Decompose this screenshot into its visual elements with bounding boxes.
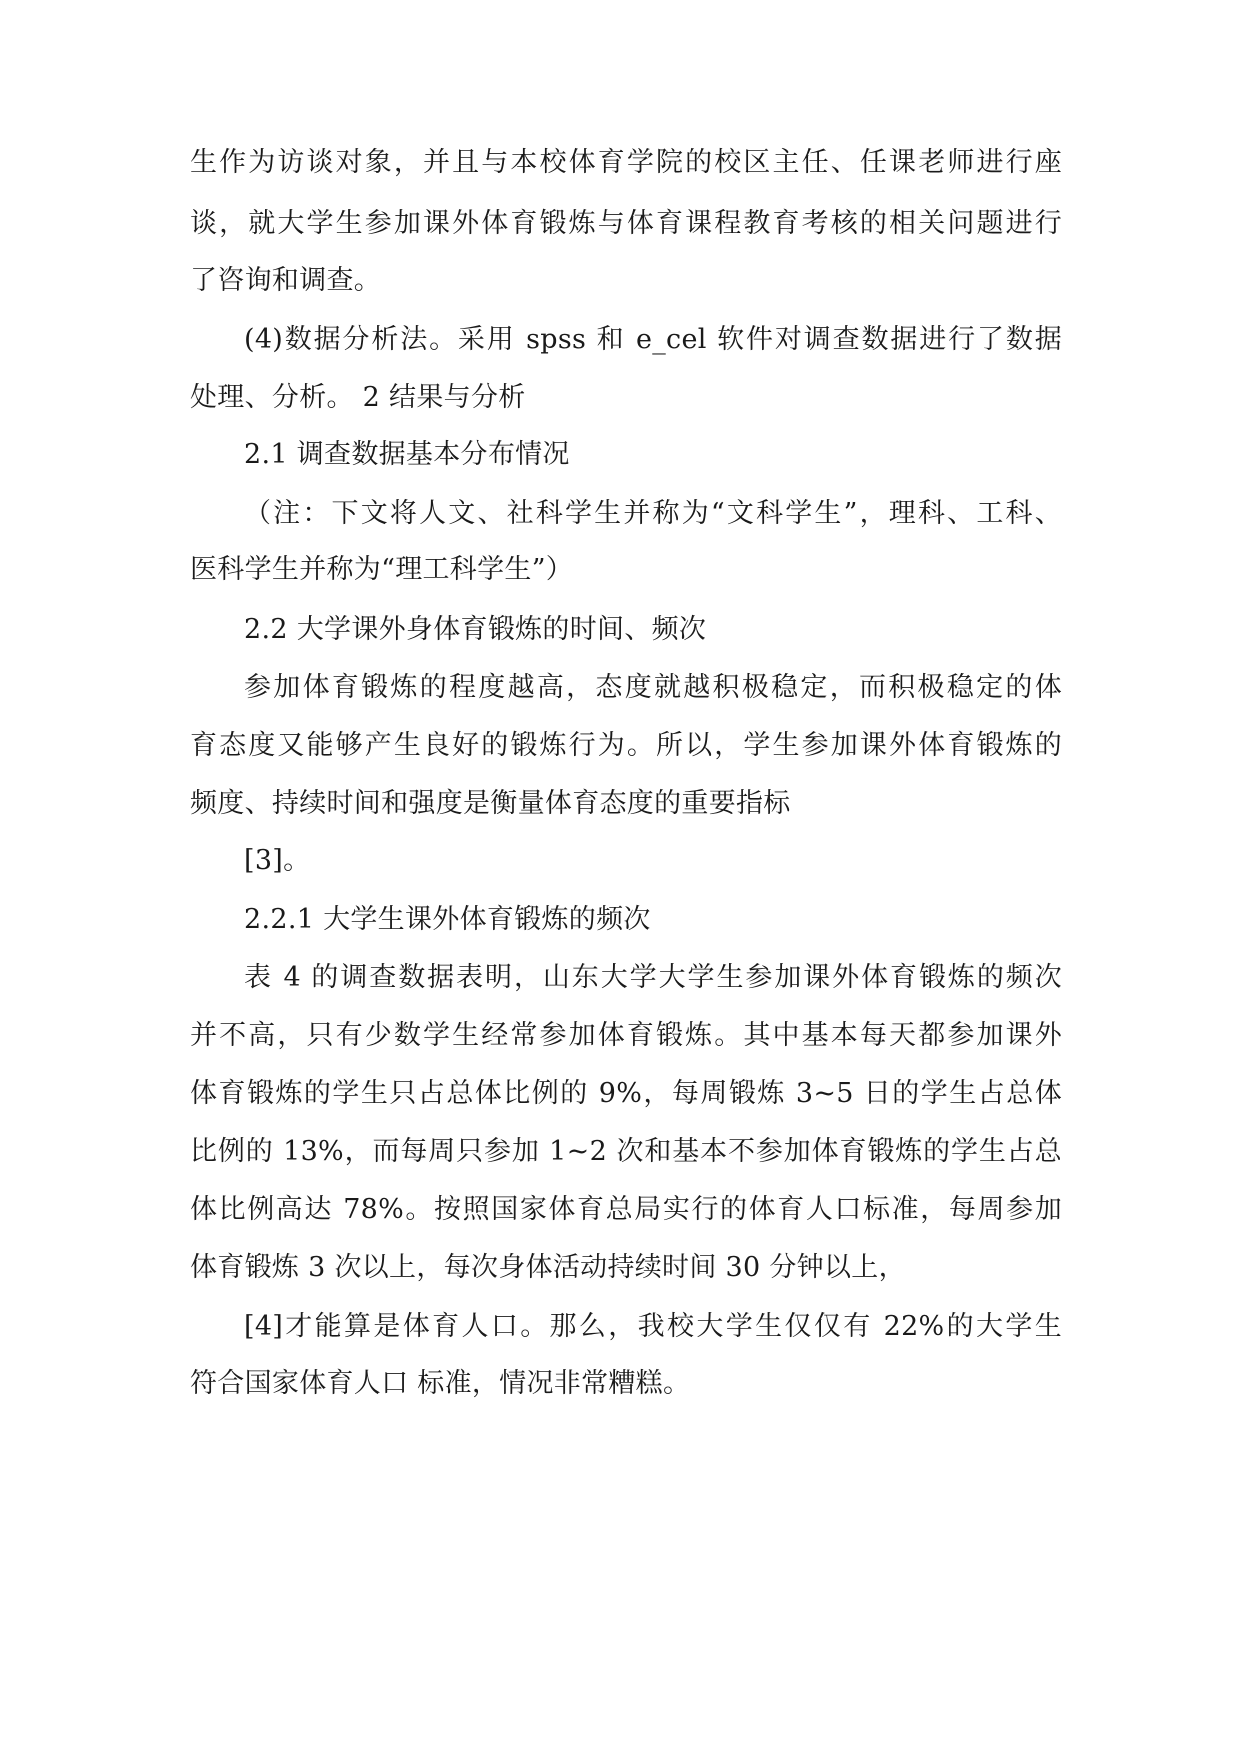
text-line: 表 4 的调查数据表明，山东大学大学生参加课外体育锻炼的频次 [244, 962, 1062, 993]
text-line: 参加体育锻炼的程度越高，态度就越积极稳定，而积极稳定的体 [244, 672, 1062, 703]
text-line: 育态度又能够产生良好的锻炼行为。所以，学生参加课外体育锻炼的 [190, 730, 1062, 761]
text-line: （注：下文将人文、社科学生并称为“文科学生”，理科、工科、 [244, 498, 1062, 529]
text-line: 频度、持续时间和强度是衡量体育态度的重要指标 [190, 788, 791, 819]
text-line: 谈，就大学生参加课外体育锻炼与体育课程教育考核的相关问题进行 [190, 208, 1062, 239]
text-line: 了咨询和调查。 [190, 265, 382, 296]
text-line: 生作为访谈对象，并且与本校体育学院的校区主任、任课老师进行座 [190, 147, 1062, 178]
text-line: 处理、分析。 2 结果与分析 [190, 382, 526, 413]
section-heading: 2.2 大学课外身体育锻炼的时间、频次 [244, 614, 707, 645]
citation: [3]。 [244, 845, 311, 876]
text-line: 符合国家体育人口 标准，情况非常糟糕。 [190, 1368, 691, 1399]
section-heading: 2.2.1 大学生课外体育锻炼的频次 [244, 904, 651, 935]
text-line: 体比例高达 78%。按照国家体育总局实行的体育人口标准，每周参加 [190, 1194, 1062, 1225]
text-line: 体育锻炼的学生只占总体比例的 9%，每周锻炼 3~5 日的学生占总体 [190, 1078, 1062, 1109]
text-line: 医科学生并称为“理工科学生”） [190, 554, 574, 585]
text-line: 并不高，只有少数学生经常参加体育锻炼。其中基本每天都参加课外 [190, 1020, 1062, 1051]
text-line: [4]才能算是体育人口。那么，我校大学生仅仅有 22%的大学生 [244, 1311, 1062, 1342]
text-line: 比例的 13%，而每周只参加 1~2 次和基本不参加体育锻炼的学生占总 [190, 1136, 1062, 1167]
section-heading: 2.1 调查数据基本分布情况 [244, 439, 570, 470]
text-line: (4)数据分析法。采用 spss 和 e_cel 软件对调查数据进行了数据 [244, 324, 1062, 355]
text-line: 体育锻炼 3 次以上，每次身体活动持续时间 30 分钟以上， [190, 1252, 906, 1283]
